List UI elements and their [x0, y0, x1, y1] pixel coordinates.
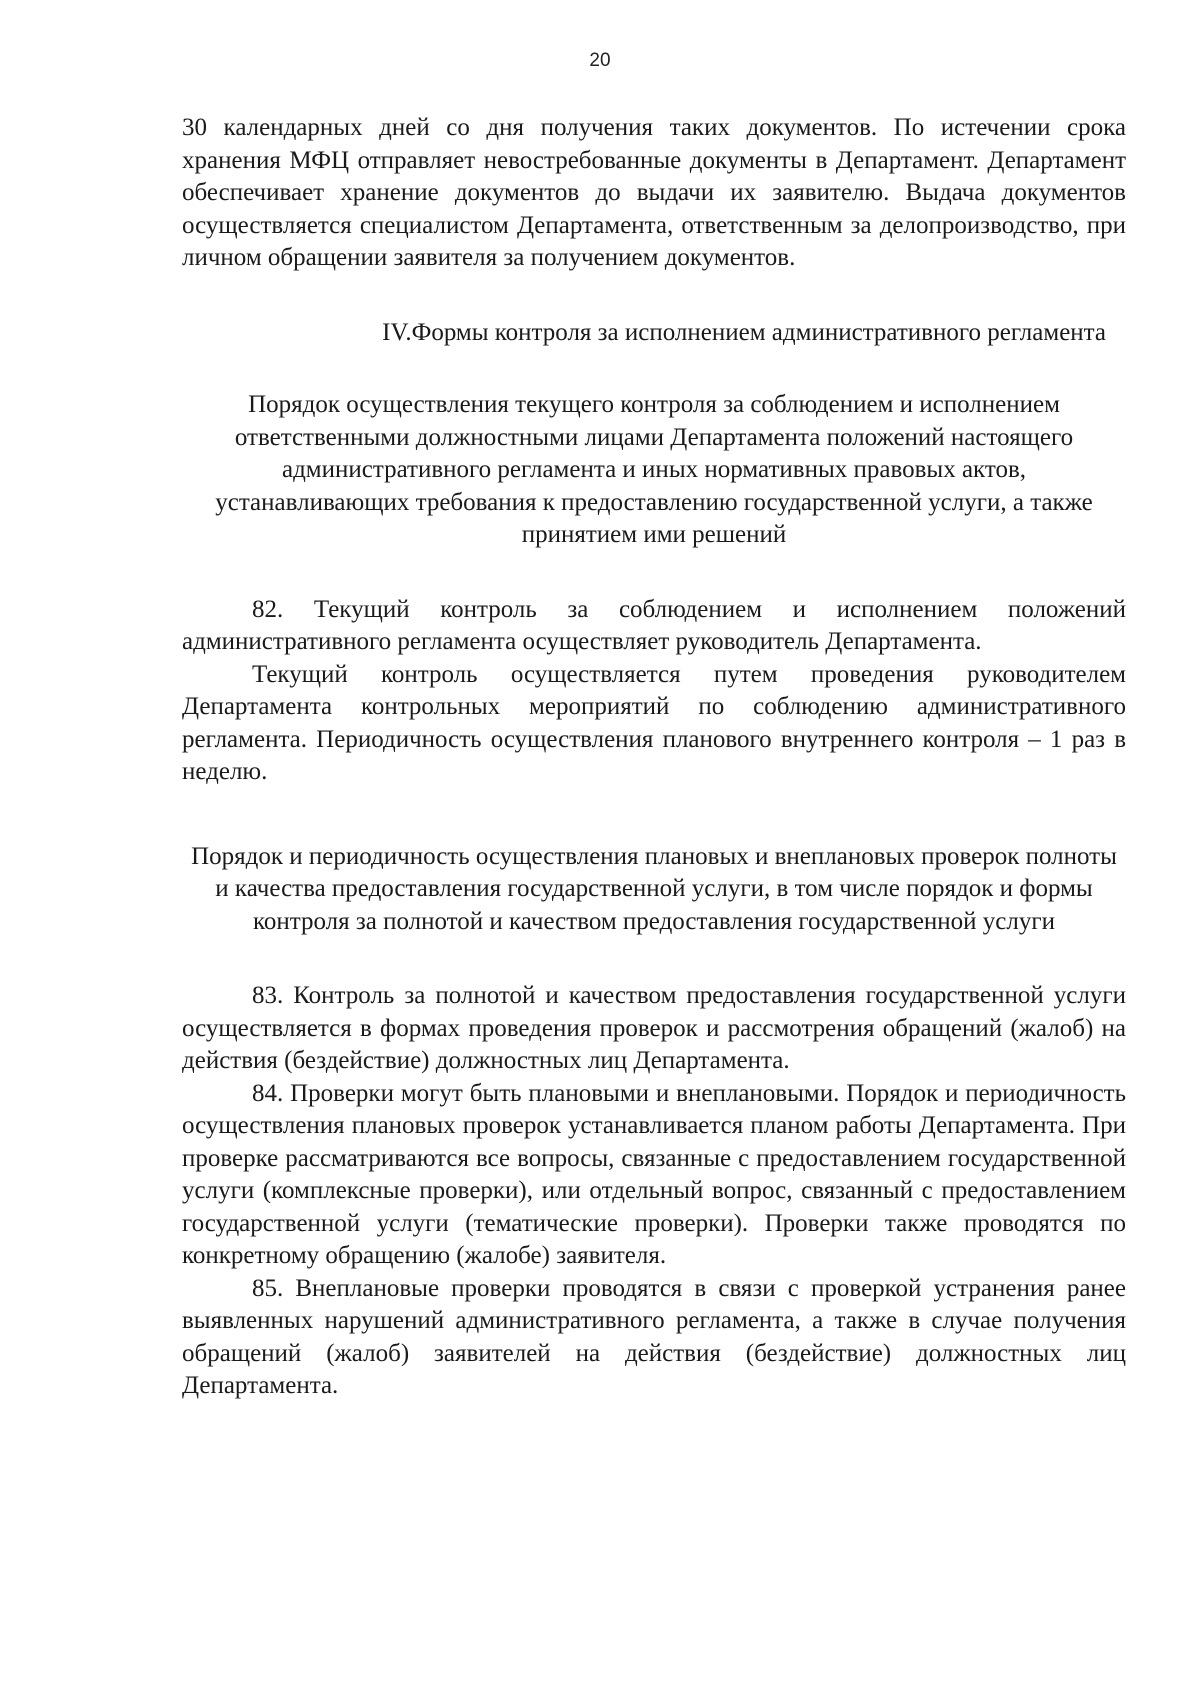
heading-inspections: Порядок и периодичность осуществления плановых и внеплановых проверок полноты и качества предоставления государственной услуги, в том числе порядок и формы контроля за полнотой и качеством предоставления государственной услуги — [191, 842, 1117, 935]
page-content — [182, 112, 1126, 1403]
paragraph-83: 83. Контроль за полнотой и качеством предоставления государственной услуги осуществляется в формах проведения проверок и рассмотрения обращений (жалоб) на действия (бездействие) должностных лиц Департамента. — [182, 982, 1126, 1074]
paragraph-intro: 30 календарных дней со дня получения таких документов. По истечении срока хранения МФЦ отправляет невостребованные документы в Департамент. Департамент обеспечивает хранение документов до выдачи их заявителю. Выдача документов осуществляется специалистом Департамента, ответственным за делопроизводство, при личном обращении заявителя за получением документов. — [182, 114, 1126, 271]
section-iv-title: IV.Формы контроля за исполнением административного регламента — [382, 318, 1106, 346]
paragraph-82: 82. Текущий контроль за соблюдением и исполнением положений административного регламента осуществляет руководитель Департамента. — [182, 595, 1126, 655]
paragraph-84: 84. Проверки могут быть плановыми и внеплановыми. Порядок и периодичность осуществления плановых проверок устанавливается планом работы Департамента. При проверке рассматриваются все вопросы, связанные с предоставлением государственной услуги (комплексные проверки), или отдельный вопрос, связанный с предоставлением государственной услуги (тематические проверки). Проверки также проводятся по конкретному обращению (жалобе) заявителя. — [182, 1079, 1126, 1269]
heading-current-control: Порядок осуществления текущего контроля за соблюдением и исполнением ответственными должностными лицами Департамента положений настоящего административного регламента и иных нормативных правовых актов, устанавливающих требования к предоставлению государственной услуги, а также принятием ими решений — [215, 391, 1093, 548]
paragraph-82-continued: Текущий контроль осуществляется путем проведения руководителем Департамента контрольных мероприятий по соблюдению административного регламента. Периодичность осуществления планового внутреннего контроля – 1 раз в неделю. — [182, 660, 1126, 785]
page-number: 20 — [589, 50, 611, 71]
paragraph-85: 85. Внеплановые проверки проводятся в связи с проверкой устранения ранее выявленных нарушений административного регламента, а также в случае получения обращений (жалоб) заявителей на действия (бездействие) должностных лиц Департамента. — [182, 1274, 1126, 1399]
